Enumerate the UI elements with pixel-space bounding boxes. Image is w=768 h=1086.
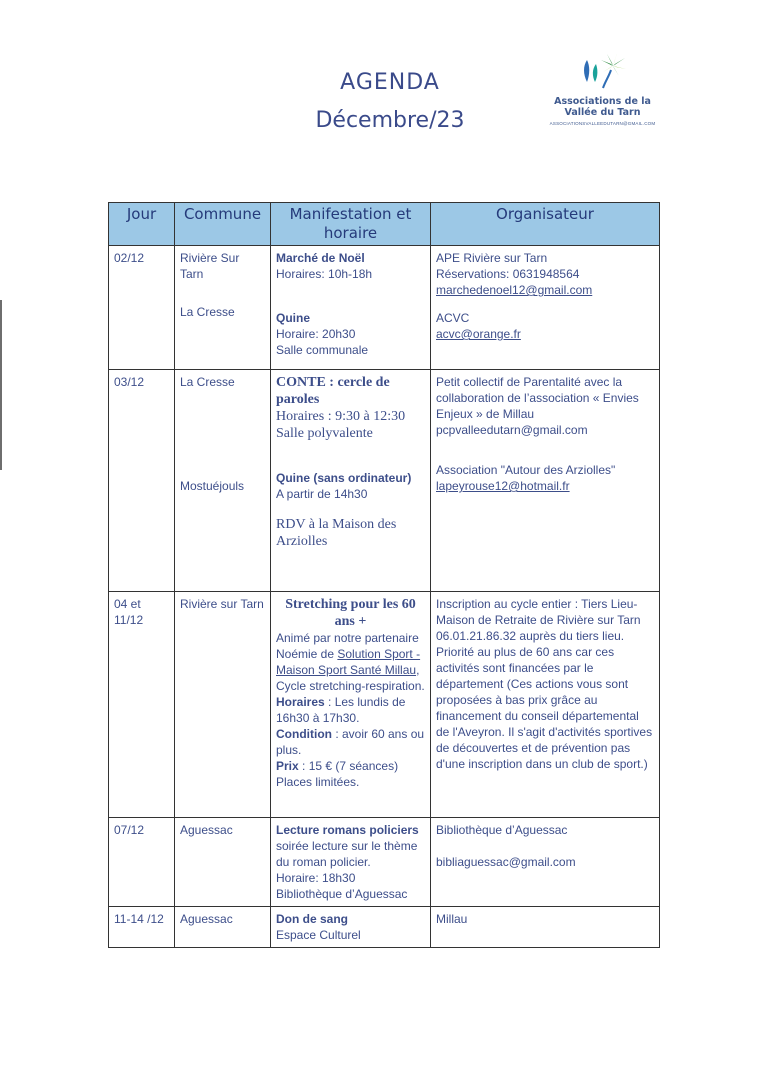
- cell-organisateur: [431, 246, 660, 370]
- cell-organisateur: Inscription au cycle entier : Tiers Lieu- Maison de Retraite de Rivière sur Tarn 06.01.21.86.32 auprès du tiers lieu. Priorité au plus de 60 ans car ces activités sont financées par le département (Ces actions vous sont proposées à bas prix grâce au financement du conseil départemental de l'Aveyron. Il s'agit d'activités sportives de découvertes et de prévention pas d'une inscription dans un club de sport.): [431, 592, 660, 818]
- cell-commune: [175, 246, 271, 370]
- cell-jour: 03/12: [109, 370, 175, 592]
- horaires-value: : Les lundis de 16h30 à 17h30.: [276, 695, 406, 725]
- event-condition: [276, 726, 425, 758]
- commune-name: La Cresse: [180, 375, 235, 389]
- horaires-label: Horaires: [276, 695, 325, 709]
- event-detail: Cycle stretching-respiration.: [276, 679, 425, 693]
- cell-organisateur: [431, 818, 660, 907]
- organiser-name: Bibliothèque d’Aguessac: [436, 823, 568, 837]
- association-logo: [545, 52, 660, 126]
- event-title: Lecture romans policiers: [276, 823, 419, 837]
- event-detail: Espace Culturel: [276, 928, 361, 942]
- event-detail: Horaires : 9:30 à 12:30: [276, 409, 406, 424]
- organiser-email-link[interactable]: lapeyrouse12@hotmail.fr: [436, 479, 570, 493]
- comma-text: ,: [416, 663, 420, 677]
- cell-jour: 02/12: [109, 246, 175, 370]
- cell-event: [271, 246, 431, 370]
- event-detail: Horaire: 20h30: [276, 327, 356, 341]
- event-detail: Horaires: 10h-18h: [276, 267, 373, 281]
- event-detail: Bibliothèque d’Aguessac: [276, 887, 408, 901]
- cell-jour: 07/12: [109, 818, 175, 907]
- cell-event: [271, 592, 431, 818]
- cell-jour: 11-14 /12: [109, 907, 175, 948]
- table-row: [109, 907, 660, 948]
- event-detail: soirée lecture sur le thème du roman policier.: [276, 839, 418, 869]
- event-detail: RDV à la Maison des Arziolles: [276, 517, 397, 549]
- agenda-table: [108, 202, 660, 948]
- organiser-email-link[interactable]: acvc@orange.fr: [436, 327, 521, 341]
- table-row: [109, 246, 660, 370]
- condition-label: Condition: [276, 727, 332, 741]
- cell-organisateur: Millau: [431, 907, 660, 948]
- event-prix: [276, 758, 425, 774]
- commune-name: La Cresse: [180, 305, 235, 319]
- logo-name-line2: Vallée du Tarn: [564, 107, 641, 118]
- column-header-jour: Jour: [109, 203, 175, 246]
- condition-value: : avoir 60 ans ou plus.: [276, 727, 425, 757]
- logo-email: ASSOCIATIONSVALLEEDUTARN@GMAIL.COM: [549, 121, 656, 126]
- event-detail: Salle polyvalente: [276, 426, 373, 441]
- organiser-name: Association "Autour des Arziolles": [436, 463, 616, 477]
- event-detail: Horaire: 18h30: [276, 871, 356, 885]
- event-title: CONTE : cercle de paroles: [276, 375, 390, 407]
- column-header-organisateur: Organisateur: [431, 203, 660, 246]
- cell-commune: Rivière sur Tarn: [175, 592, 271, 818]
- event-detail: Salle communale: [276, 343, 369, 357]
- scan-edge-mark: [0, 300, 2, 470]
- table-header-row: [109, 203, 660, 246]
- page-subtitle: Décembre/23: [315, 108, 465, 133]
- column-header-manifestation: Manifestation et horaire: [271, 203, 431, 246]
- table-row: [109, 592, 660, 818]
- organiser-phone: Réservations: 0631948564: [436, 267, 580, 281]
- page-title: AGENDA: [340, 70, 440, 95]
- cell-commune: [175, 370, 271, 592]
- cell-event: [271, 370, 431, 592]
- prix-label: Prix: [276, 759, 299, 773]
- event-detail: Places limitées.: [276, 775, 360, 789]
- cell-jour: 04 et 11/12: [109, 592, 175, 818]
- column-header-commune: Commune: [175, 203, 271, 246]
- event-detail: Animé par notre partenaire Noémie de: [276, 631, 419, 661]
- event-title: Quine: [276, 311, 311, 325]
- event-title: Marché de Noël: [276, 251, 365, 265]
- cell-commune: Aguessac: [175, 818, 271, 907]
- organiser-name: Petit collectif de Parentalité avec la collaboration de l’association « Envies Enjeux » de Millau: [436, 375, 639, 421]
- partner-link[interactable]: Solution Sport - Maison Sport Santé Millau: [276, 647, 421, 677]
- event-title: Don de sang: [276, 912, 349, 926]
- cell-event: [271, 907, 431, 948]
- event-horaires: [276, 694, 425, 726]
- palm-leaves-icon: [573, 52, 633, 90]
- event-title: Stretching pour les 60 ans +: [285, 597, 416, 629]
- organiser-email: bibliaguessac@gmail.com: [436, 855, 576, 869]
- organiser-name: APE Rivière sur Tarn: [436, 251, 548, 265]
- logo-name-line1: Associations de la: [554, 96, 651, 107]
- organiser-email: pcpvalleedutarn@gmail.com: [436, 423, 588, 437]
- commune-name: Mostuéjouls: [180, 479, 245, 493]
- cell-commune: Aguessac: [175, 907, 271, 948]
- cell-event: [271, 818, 431, 907]
- event-title: Quine (sans ordinateur): [276, 471, 412, 485]
- event-detail: A partir de 14h30: [276, 487, 368, 501]
- cell-organisateur: [431, 370, 660, 592]
- table-row: [109, 818, 660, 907]
- organiser-name: ACVC: [436, 311, 470, 325]
- organiser-email-link[interactable]: marchedenoel12@gmail.com: [436, 283, 593, 297]
- prix-value: : 15 € (7 séances): [298, 759, 399, 773]
- table-row: [109, 370, 660, 592]
- commune-name: Rivière Sur Tarn: [180, 251, 240, 281]
